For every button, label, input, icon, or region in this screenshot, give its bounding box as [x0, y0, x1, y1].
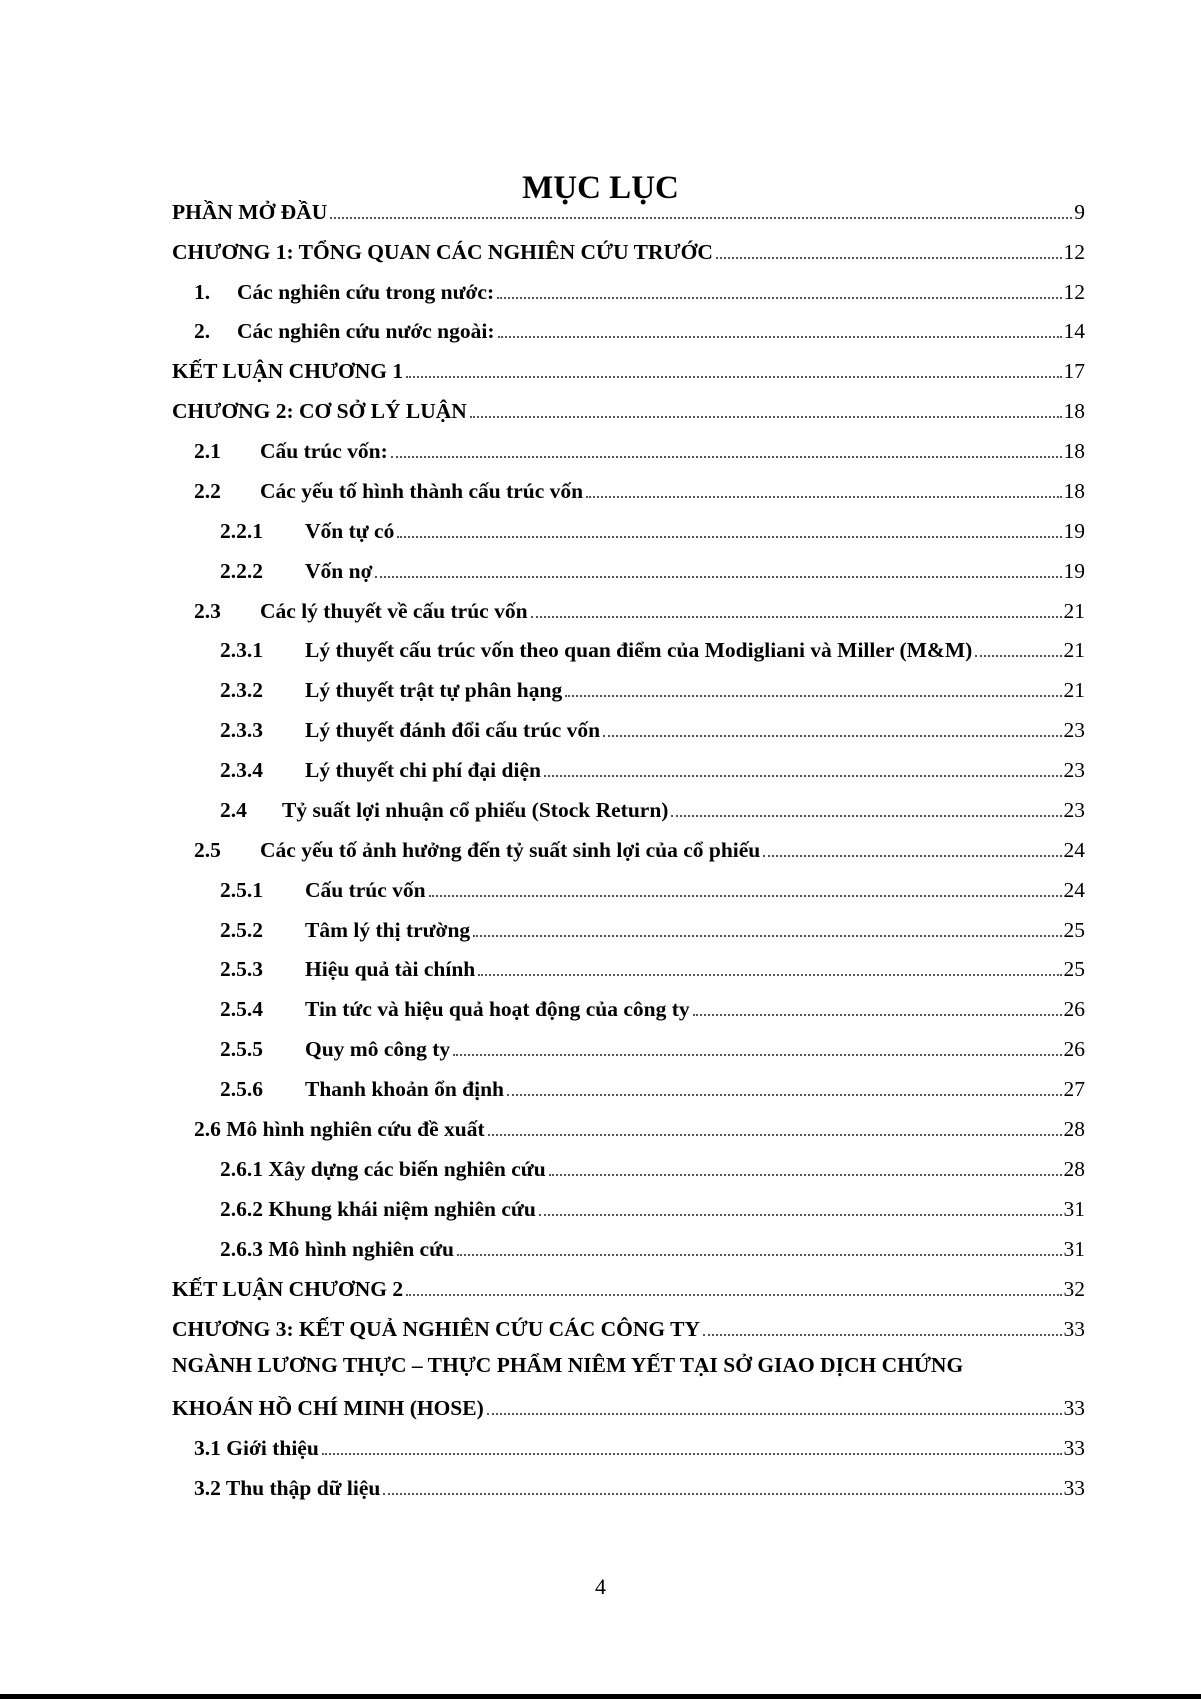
- dot-leader: [693, 1014, 1062, 1016]
- toc-entry-number: 1.: [194, 280, 211, 304]
- toc-entry[interactable]: [194, 314, 1085, 344]
- toc-entry-number: 2.3.3: [220, 718, 263, 742]
- toc-entry-page-number: 21: [1063, 638, 1085, 662]
- page-number: 4: [595, 1574, 606, 1599]
- toc-entry[interactable]: [172, 394, 1085, 424]
- dot-leader: [478, 974, 1061, 976]
- toc-entry[interactable]: [220, 1232, 1085, 1262]
- toc-entry-label: Cấu trúc vốn: [305, 878, 426, 902]
- dot-leader: [330, 217, 1072, 219]
- toc-entry[interactable]: [172, 354, 1085, 384]
- toc-entry-label: Các nghiên cứu trong nước:: [237, 280, 495, 304]
- toc-entry-label: Các lý thuyết về cấu trúc vốn: [260, 599, 528, 623]
- dot-leader: [603, 735, 1061, 737]
- toc-entry-label: Thanh khoản ổn định: [305, 1077, 505, 1101]
- dot-leader: [487, 1413, 1062, 1415]
- toc-entry-number: 2.3.2: [220, 678, 263, 702]
- toc-entry-number: 2.5.4: [220, 997, 263, 1021]
- toc-entry-page-number: 23: [1063, 798, 1085, 822]
- toc-entry-label: 3.2 Thu thập dữ liệu: [194, 1476, 381, 1500]
- toc-entry-number: 2.3.4: [220, 758, 263, 782]
- toc-entry[interactable]: [220, 713, 1085, 743]
- toc-entry-page-number: 19: [1063, 559, 1085, 583]
- dot-leader: [975, 655, 1061, 657]
- toc-entry-page-number: 26: [1063, 997, 1085, 1021]
- toc-entry[interactable]: [220, 873, 1085, 903]
- toc-entry-page-number: 25: [1063, 957, 1085, 981]
- toc-entry-label: 2.6.3 Mô hình nghiên cứu: [220, 1237, 454, 1261]
- toc-entry-page-number: 19: [1063, 519, 1085, 543]
- toc-entry-label: KẾT LUẬN CHƯƠNG 2: [172, 1277, 404, 1301]
- toc-entry-page-number: 17: [1063, 359, 1085, 383]
- toc-entry-label: 2.6.2 Khung khái niệm nghiên cứu: [220, 1197, 536, 1221]
- dot-leader: [716, 257, 1062, 259]
- toc-entry-page-number: 25: [1063, 918, 1085, 942]
- toc-entry[interactable]: [220, 753, 1085, 783]
- toc-entry-page-number: 27: [1063, 1077, 1085, 1101]
- toc-entry-number: 2.: [194, 319, 211, 343]
- toc-entry-number: 2.3.1: [220, 638, 263, 662]
- toc-entry-label: Các yếu tố hình thành cấu trúc vốn: [260, 479, 584, 503]
- dot-leader: [397, 536, 1061, 538]
- dot-leader: [565, 695, 1061, 697]
- toc-entry-page-number: 23: [1063, 718, 1085, 742]
- toc-entry-label-line-1: NGÀNH LƯƠNG THỰC – THỰC PHẨM NIÊM YẾT TẠI SỞ GIAO DỊCH CHỨNG: [172, 1353, 964, 1377]
- toc-entry-page-number: 32: [1063, 1277, 1085, 1301]
- toc-entry[interactable]: [220, 1032, 1085, 1062]
- toc-entry-number: 2.5.3: [220, 957, 263, 981]
- toc-entry-label: CHƯƠNG 3: KẾT QUẢ NGHIÊN CỨU CÁC CÔNG TY: [172, 1317, 700, 1341]
- toc-entry[interactable]: [220, 1072, 1085, 1102]
- dot-leader: [549, 1174, 1062, 1176]
- toc-entry[interactable]: [194, 833, 1085, 863]
- toc-entry[interactable]: [220, 952, 1085, 982]
- toc-entry-number: 2.5.5: [220, 1037, 263, 1061]
- toc-entry-page-number: 23: [1063, 758, 1085, 782]
- toc-entry-page-number: 26: [1063, 1037, 1085, 1061]
- toc-entry-page-number: 21: [1063, 599, 1085, 623]
- dot-leader: [498, 336, 1062, 338]
- dot-leader: [586, 496, 1061, 498]
- toc-entry-page-number: 31: [1063, 1237, 1085, 1261]
- toc-entry-label: KẾT LUẬN CHƯƠNG 1: [172, 359, 404, 383]
- toc-entry-label: Tỷ suất lợi nhuận cổ phiếu (Stock Return): [282, 798, 669, 822]
- toc-entry-number: 2.5.6: [220, 1077, 263, 1101]
- toc-entry-page-number: 28: [1063, 1117, 1085, 1141]
- toc-entry[interactable]: [194, 1431, 1085, 1461]
- toc-entry-number: 2.5.2: [220, 918, 263, 942]
- toc-entry-page-number: 33: [1063, 1317, 1085, 1341]
- dot-leader: [539, 1214, 1062, 1216]
- toc-entry-number: 2.2.2: [220, 559, 263, 583]
- toc-entry-label: Các nghiên cứu nước ngoài:: [237, 319, 495, 343]
- toc-entry-number: 2.2.1: [220, 519, 263, 543]
- toc-entry-number: 2.4: [220, 798, 247, 822]
- toc-entry-number: 2.5.1: [220, 878, 263, 902]
- toc-entry[interactable]: [220, 992, 1085, 1022]
- toc-entry-page-number: 18: [1063, 399, 1085, 423]
- toc-entry-label: Các yếu tố ảnh hưởng đến tỷ suất sinh lợi của cổ phiếu: [260, 838, 761, 862]
- dot-leader: [406, 376, 1061, 378]
- toc-entry-label: Cấu trúc vốn:: [260, 439, 388, 463]
- toc-entry-label: Tâm lý thị trường: [305, 918, 471, 942]
- toc-entry[interactable]: [194, 1112, 1085, 1142]
- toc-entry-page-number: 18: [1063, 479, 1085, 503]
- toc-entry-page-number: 24: [1063, 878, 1085, 902]
- dot-leader: [497, 297, 1061, 299]
- dot-leader: [470, 416, 1062, 418]
- toc-entry-label: Lý thuyết cấu trúc vốn theo quan điểm của Modigliani và Miller (M&M): [305, 638, 973, 662]
- toc-entry[interactable]: [220, 673, 1085, 703]
- toc-entry-label: PHẦN MỞ ĐẦU: [172, 200, 328, 224]
- dot-leader: [703, 1334, 1062, 1336]
- dot-leader: [457, 1254, 1062, 1256]
- toc-entry[interactable]: [194, 1471, 1085, 1501]
- toc-entry-page-number: 33: [1063, 1476, 1085, 1500]
- toc-entry[interactable]: [194, 474, 1085, 504]
- dot-leader: [429, 895, 1062, 897]
- toc-entry-page-number: 21: [1063, 678, 1085, 702]
- dot-leader: [763, 855, 1061, 857]
- dot-leader: [507, 1094, 1061, 1096]
- toc-entry-label: 2.6.1 Xây dựng các biến nghiên cứu: [220, 1157, 546, 1181]
- toc-entry[interactable]: [220, 1192, 1085, 1222]
- toc-entry[interactable]: [172, 235, 1085, 265]
- toc-entry[interactable]: [172, 1312, 1085, 1342]
- toc-entry-page-number: 14: [1063, 319, 1085, 343]
- toc-entry[interactable]: [172, 1391, 1085, 1421]
- toc-entry-page-number: 18: [1063, 439, 1085, 463]
- toc-title: MỤC LỤC: [522, 170, 679, 206]
- toc-entry-page-number: 31: [1063, 1197, 1085, 1221]
- toc-entry-page-number: 9: [1074, 200, 1085, 224]
- toc-entry-number: 2.3: [194, 599, 221, 623]
- toc-entry-page-number: 33: [1063, 1396, 1085, 1420]
- toc-entry-page-number: 12: [1063, 280, 1085, 304]
- toc-entry-label: Lý thuyết chi phí đại diện: [305, 758, 541, 782]
- toc-entry-label: Quy mô công ty: [305, 1037, 451, 1061]
- toc-entry-label: 2.6 Mô hình nghiên cứu đề xuất: [194, 1117, 485, 1141]
- toc-entry[interactable]: [194, 594, 1085, 624]
- dot-leader: [453, 1054, 1061, 1056]
- toc-entry-label: CHƯƠNG 1: TỔNG QUAN CÁC NGHIÊN CỨU TRƯỚC: [172, 240, 713, 264]
- toc-entry[interactable]: [172, 195, 1085, 225]
- toc-entry-page-number: 12: [1063, 240, 1085, 264]
- toc-entry[interactable]: [220, 554, 1085, 584]
- toc-entry-page-number: 33: [1063, 1436, 1085, 1460]
- dot-leader: [531, 616, 1062, 618]
- toc-entry[interactable]: [220, 913, 1085, 943]
- page-bottom-rule: [0, 1694, 1201, 1699]
- dot-leader: [375, 576, 1061, 578]
- toc-entry-number: 2.1: [194, 439, 221, 463]
- toc-entry-label: Lý thuyết đánh đổi cấu trúc vốn: [305, 718, 601, 742]
- dot-leader: [488, 1134, 1062, 1136]
- toc-entry-label: 3.1 Giới thiệu: [194, 1436, 319, 1460]
- toc-entry-label: Vốn tự có: [305, 519, 395, 543]
- dot-leader: [383, 1493, 1061, 1495]
- dot-leader: [671, 815, 1061, 817]
- dot-leader: [322, 1453, 1062, 1455]
- toc-entry[interactable]: [220, 1152, 1085, 1182]
- dot-leader: [544, 775, 1062, 777]
- toc-entry-label: CHƯƠNG 2: CƠ SỞ LÝ LUẬN: [172, 399, 467, 423]
- toc-entry-label: Lý thuyết trật tự phân hạng: [305, 678, 563, 702]
- toc-entry-label: Vốn nợ: [305, 559, 373, 583]
- toc-entry-label: Tin tức và hiệu quả hoạt động của công ty: [305, 997, 690, 1021]
- toc-entry[interactable]: [172, 1272, 1085, 1302]
- toc-entry[interactable]: [220, 793, 1085, 823]
- toc-entry-number: 2.5: [194, 838, 221, 862]
- toc-entry-label: Hiệu quả tài chính: [305, 957, 476, 981]
- dot-leader: [406, 1294, 1061, 1296]
- dot-leader: [391, 456, 1062, 458]
- dot-leader: [473, 935, 1061, 937]
- toc-entry-page-number: 28: [1063, 1157, 1085, 1181]
- toc-entry[interactable]: [220, 633, 1085, 663]
- toc-entry-page-number: 24: [1063, 838, 1085, 862]
- toc-entry[interactable]: [194, 434, 1085, 464]
- toc-entry[interactable]: [220, 514, 1085, 544]
- toc-entry-label: KHOÁN HỒ CHÍ MINH (HOSE): [172, 1396, 484, 1420]
- toc-entry-number: 2.2: [194, 479, 221, 503]
- toc-entry[interactable]: [194, 275, 1085, 305]
